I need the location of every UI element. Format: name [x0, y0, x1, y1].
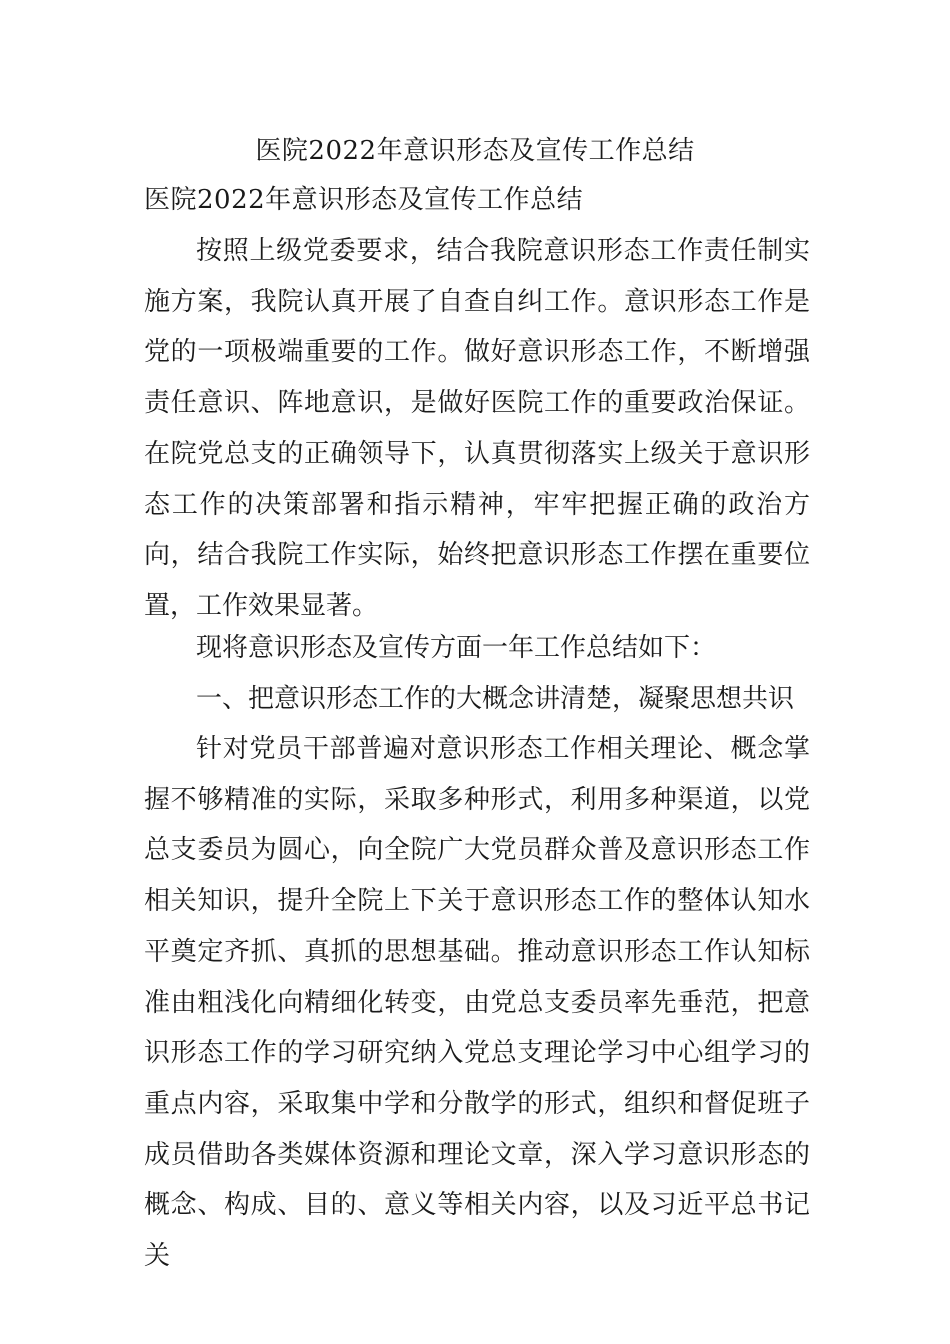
document-title: 医院2022年意识形态及宣传工作总结 — [255, 136, 695, 166]
section-heading-1: 一、把意识形态工作的大概念讲清楚，凝聚思想共识 — [196, 684, 795, 714]
section-1-body-paragraph: 针对党员干部普遍对意识形态工作相关理论、概念掌握不够精准的实际，采取多种形式，利用多种渠道，以党总支委员为圆心，向全院广大党员群众普及意识形态工作相关知识，提升全院上下关于意识形态工作的整体认知水平奠定齐抓、真抓的思想基础。推动意识形态工作认知标准由粗浅化向精细化转变，由党总支委员率先垂范，把意识形态工作的学习研究纳入党总支理论学习中心组学习的重点内容，采取集中学和分散学的形式，组织和督促班子成员借助各类媒体资源和理论文章，深入学习意识形态的概念、构成、目的、意义等相关内容，以及习近平总书记关 — [144, 734, 810, 1272]
summary-lead-paragraph: 现将意识形态及宣传方面一年工作总结如下： — [196, 633, 717, 663]
document-subtitle: 医院2022年意识形态及宣传工作总结 — [144, 185, 584, 215]
intro-paragraph: 按照上级党委要求，结合我院意识形态工作责任制实施方案，我院认真开展了自查自纠工作。意识形态工作是党的一项极端重要的工作。做好意识形态工作，不断增强责任意识、阵地意识，是做好医院工作的重要政治保证。在院党总支的正确领导下，认真贯彻落实上级关于意识形态工作的决策部署和指示精神，牢牢把握正确的政治方向，结合我院工作实际，始终把意识形态工作摆在重要位置，工作效果显著。 — [144, 236, 810, 621]
